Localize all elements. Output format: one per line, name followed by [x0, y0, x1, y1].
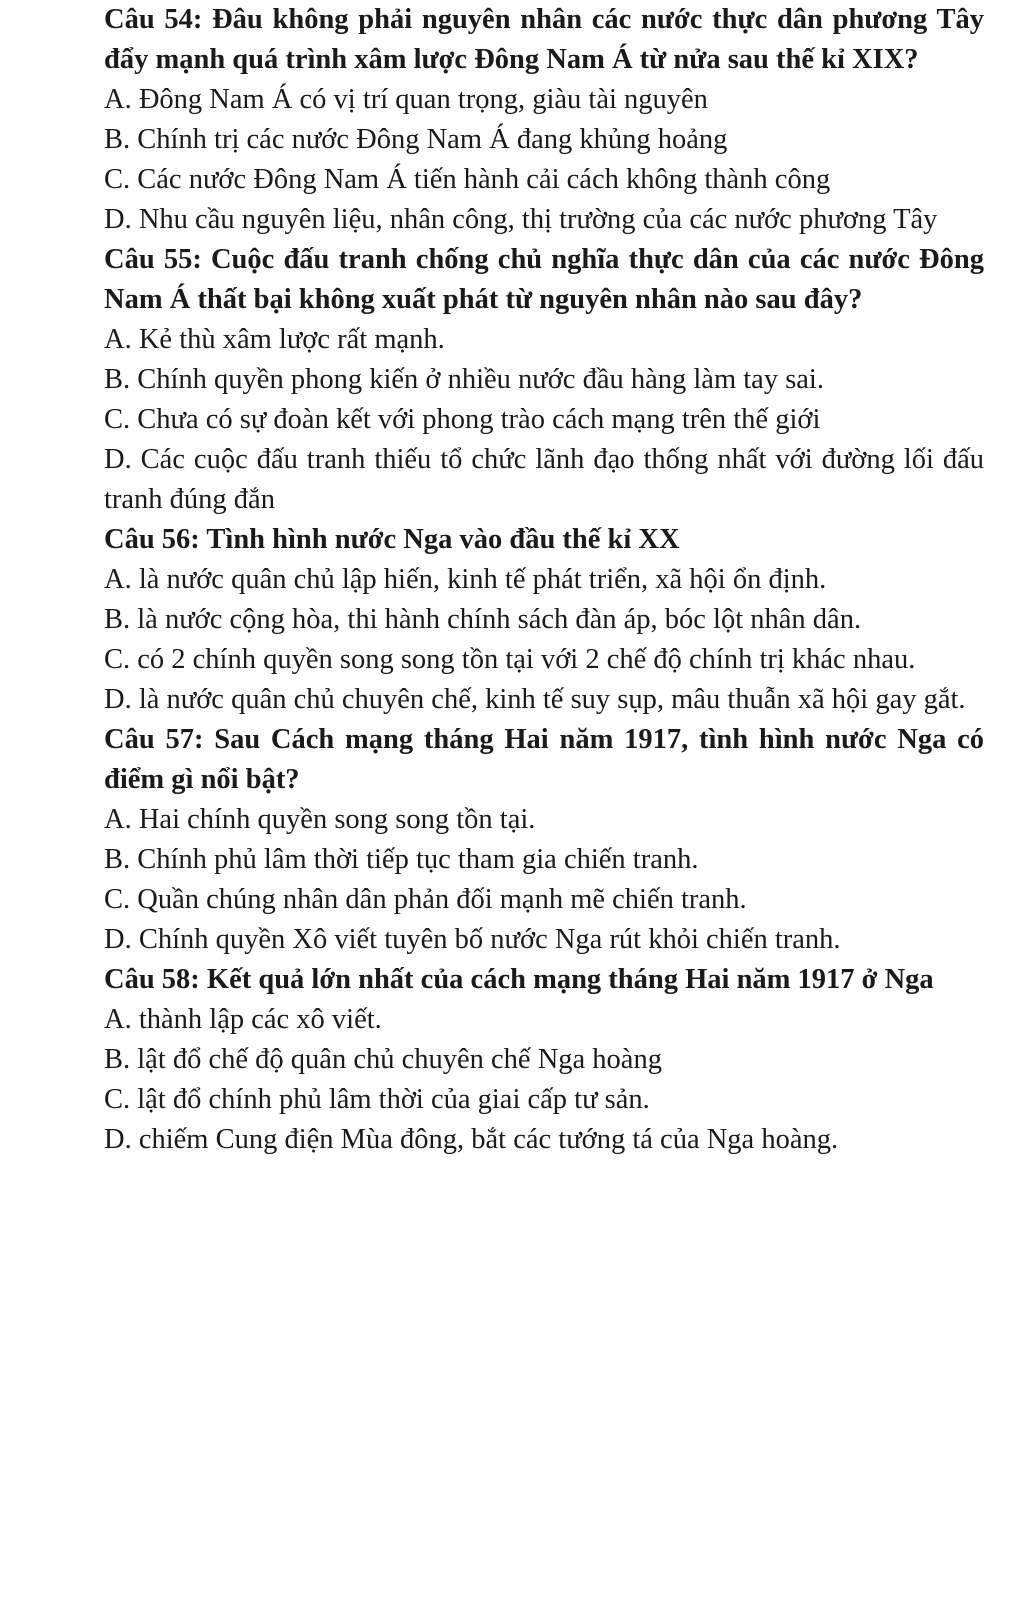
option-57-d: D. Chính quyền Xô viết tuyên bố nước Nga rút khỏi chiến tranh.: [104, 924, 841, 955]
option-56-a: A. là nước quân chủ lập hiến, kinh tế phát triển, xã hội ổn định.: [104, 564, 827, 595]
option-58-d: D. chiếm Cung điện Mùa đông, bắt các tướng tá của Nga hoàng.: [104, 1124, 839, 1155]
question-56: Câu 56: Tình hình nước Nga vào đầu thế kỉ XX: [104, 524, 680, 555]
option-54-d: D. Nhu cầu nguyên liệu, nhân công, thị trường của các nước phương Tây: [104, 204, 938, 235]
option-58-b: B. lật đổ chế độ quân chủ chuyên chế Nga hoàng: [104, 1044, 662, 1075]
option-58-c: C. lật đổ chính phủ lâm thời của giai cấp tư sản.: [104, 1084, 650, 1115]
question-58: Câu 58: Kết quả lớn nhất của cách mạng tháng Hai năm 1917 ở Nga: [104, 964, 934, 995]
option-54-c: C. Các nước Đông Nam Á tiến hành cải cách không thành công: [104, 164, 831, 195]
option-55-c: C. Chưa có sự đoàn kết với phong trào cách mạng trên thế giới: [104, 404, 821, 435]
question-57: Câu 57: Sau Cách mạng tháng Hai năm 1917, tình hình nước Nga có điểm gì nổi bật?: [104, 724, 984, 795]
option-56-c: C. có 2 chính quyền song song tồn tại với 2 chế độ chính trị khác nhau.: [104, 644, 916, 675]
option-55-a: A. Kẻ thù xâm lược rất mạnh.: [104, 324, 445, 355]
option-55-d: D. Các cuộc đấu tranh thiếu tổ chức lãnh đạo thống nhất với đường lối đấu tranh đúng đắn: [104, 444, 984, 515]
option-55-b: B. Chính quyền phong kiến ở nhiều nước đầu hàng làm tay sai.: [104, 364, 824, 395]
question-55: Câu 55: Cuộc đấu tranh chống chủ nghĩa thực dân của các nước Đông Nam Á thất bại không xuất phát từ nguyên nhân nào sau đây?: [104, 244, 984, 315]
option-58-a: A. thành lập các xô viết.: [104, 1004, 382, 1035]
option-56-b: B. là nước cộng hòa, thi hành chính sách đàn áp, bóc lột nhân dân.: [104, 604, 862, 635]
option-57-a: A. Hai chính quyền song song tồn tại.: [104, 804, 536, 835]
option-57-b: B. Chính phủ lâm thời tiếp tục tham gia chiến tranh.: [104, 844, 699, 875]
option-57-c: C. Quần chúng nhân dân phản đối mạnh mẽ chiến tranh.: [104, 884, 747, 915]
question-54: Câu 54: Đâu không phải nguyên nhân các nước thực dân phương Tây đẩy mạnh quá trình xâm lược Đông Nam Á từ nửa sau thế kỉ XIX?: [104, 4, 984, 75]
option-54-b: B. Chính trị các nước Đông Nam Á đang khủng hoảng: [104, 124, 728, 155]
option-56-d: D. là nước quân chủ chuyên chế, kinh tế suy sụp, mâu thuẫn xã hội gay gắt.: [104, 684, 966, 715]
option-54-a: A. Đông Nam Á có vị trí quan trọng, giàu tài nguyên: [104, 84, 708, 115]
quiz-content: [104, 0, 984, 1160]
